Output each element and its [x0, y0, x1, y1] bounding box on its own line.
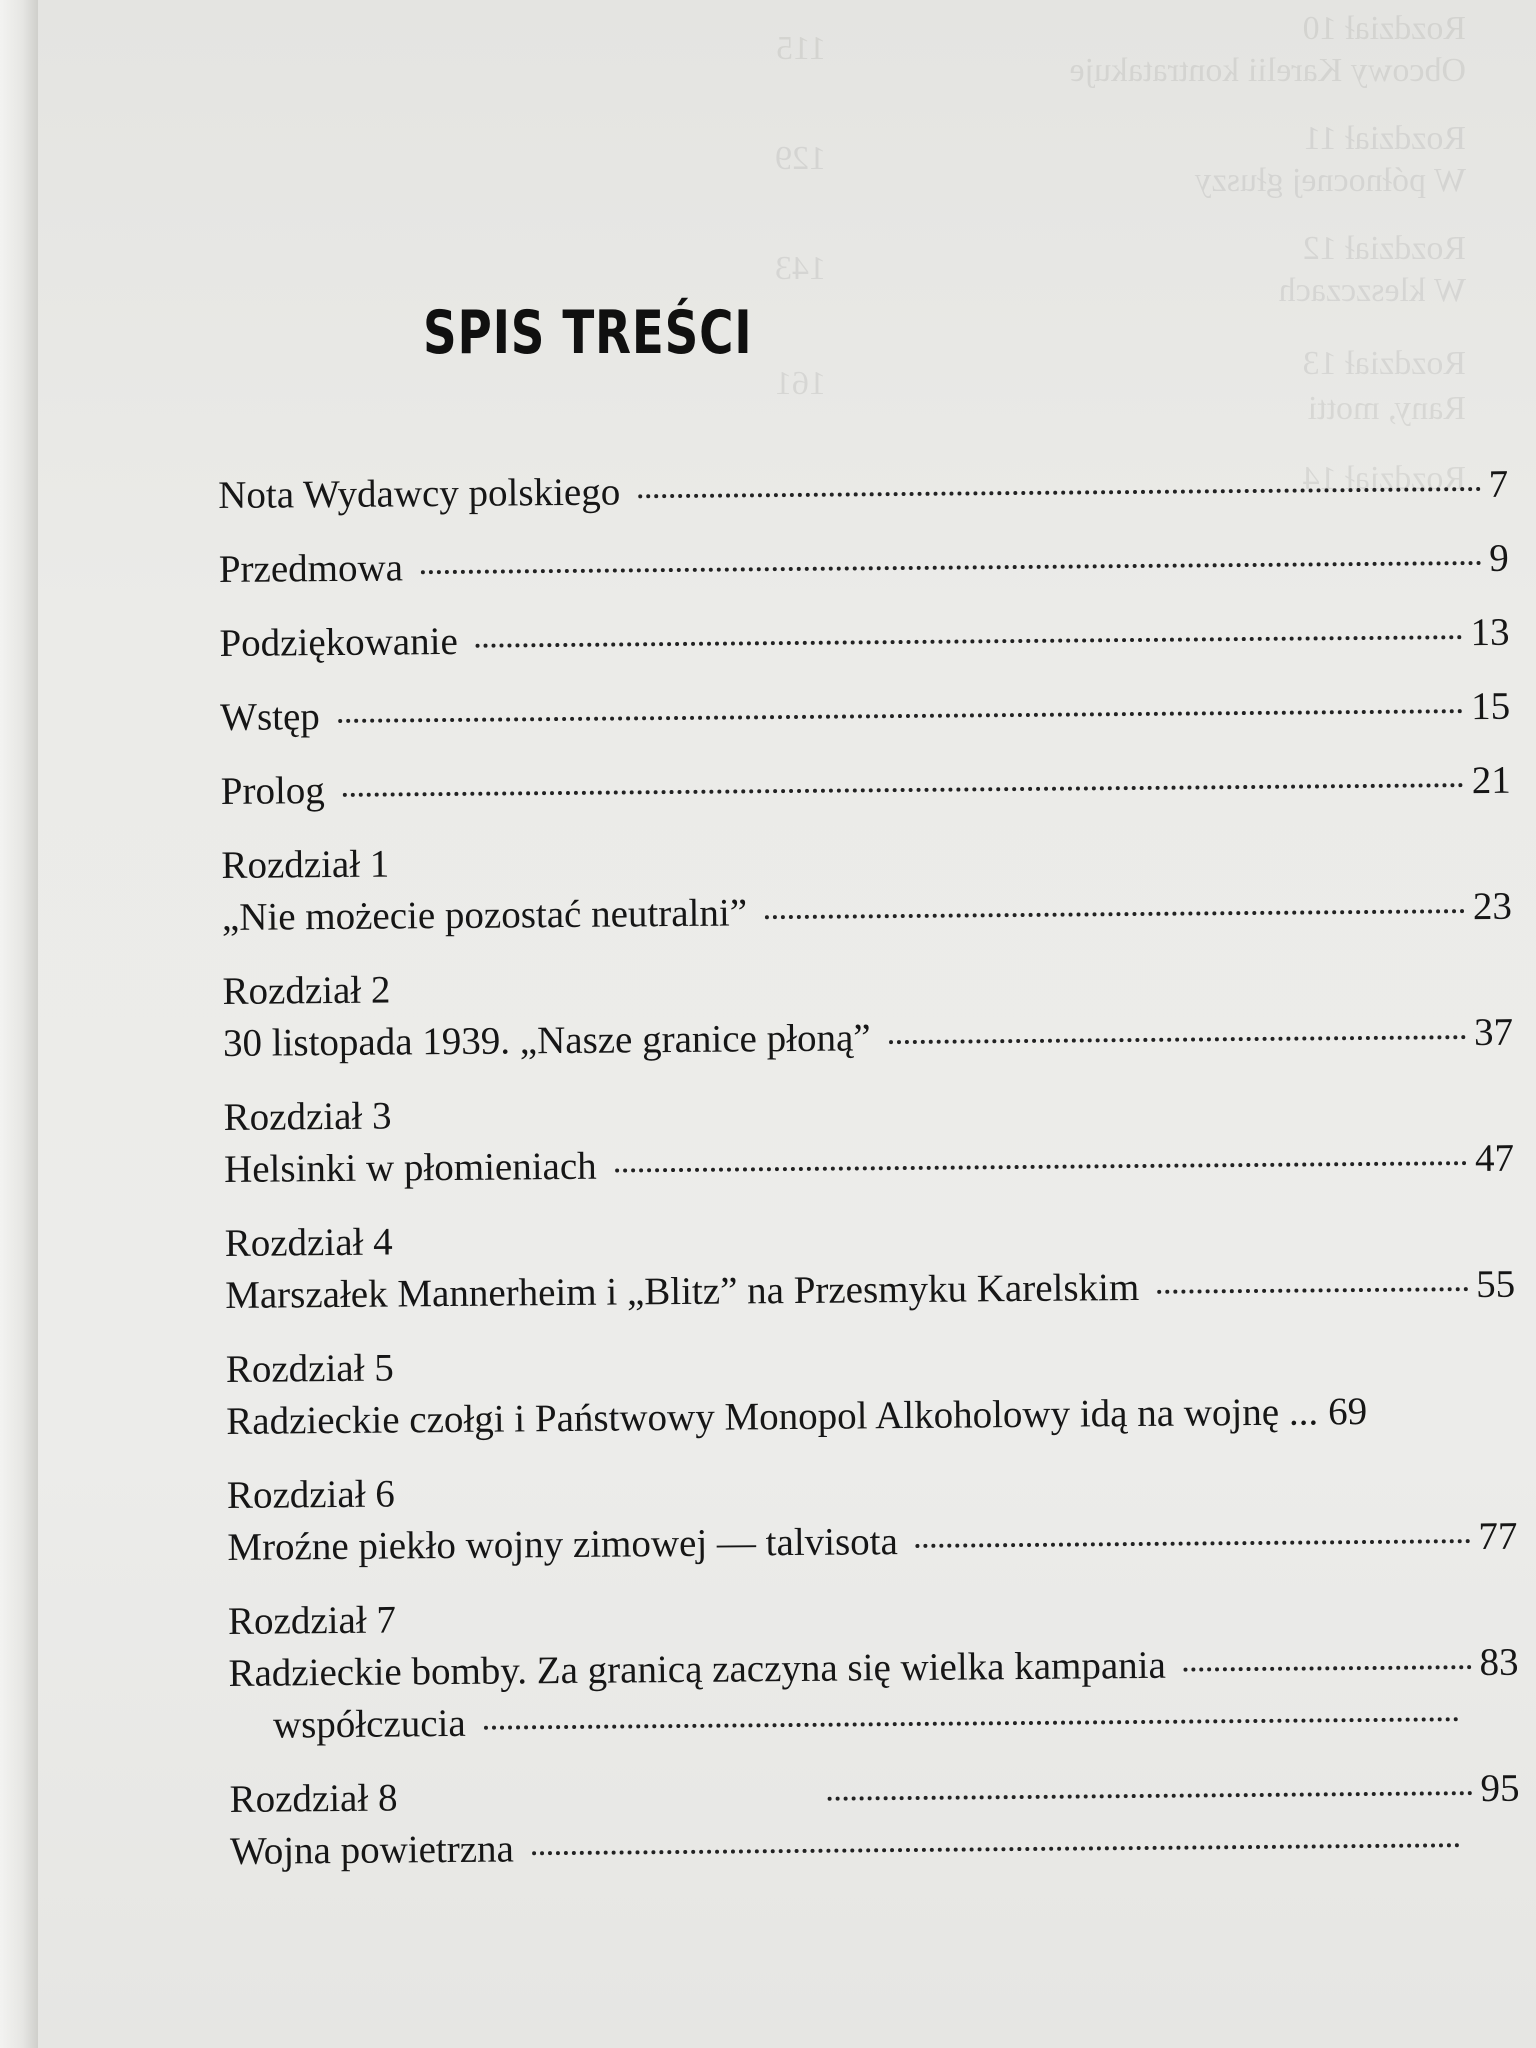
ghost-line: W kleszczach — [1278, 272, 1466, 309]
toc-page-number: 7 — [1488, 462, 1509, 506]
chapter-label: Rozdział 7 — [227, 1598, 397, 1643]
toc-entry-title: Wojna powietrzna — [229, 1827, 515, 1873]
ghost-line: Rozdział 13 — [1302, 345, 1466, 382]
toc-entry-title: Podziękowanie — [219, 619, 458, 665]
dot-leader — [827, 1791, 1472, 1801]
ghost-line: Rozdział 11 — [1303, 120, 1466, 157]
dot-leader — [1157, 1287, 1468, 1294]
toc-chapter-entry — [228, 1585, 1519, 1752]
chapter-label: Rozdział 2 — [222, 968, 391, 1013]
dot-leader — [1184, 1665, 1472, 1672]
dot-leader — [532, 1843, 1460, 1855]
toc-page-number: 55 — [1475, 1262, 1516, 1307]
table-of-contents — [218, 459, 1520, 1878]
book-page — [38, 0, 1536, 2048]
page-title: SPIS TREŚCI — [423, 298, 753, 368]
toc-entry-title: Helsinki w płomieniach — [223, 1144, 597, 1191]
toc-page-number: 77 — [1478, 1514, 1518, 1559]
toc-entry — [219, 533, 1509, 596]
toc-chapter-entry — [222, 955, 1513, 1070]
chapter-label: Rozdział 3 — [223, 1094, 392, 1139]
toc-entry-title: Nota Wydawcy polskiego — [218, 470, 621, 517]
ghost-line: 129 — [775, 140, 826, 177]
toc-entry-title: Radzieckie czołgi i Państwowy Monopol Alkoholowy idą na wojnę ... — [226, 1390, 1319, 1443]
dot-leader — [338, 709, 1463, 723]
ghost-line: 161 — [775, 365, 826, 402]
dot-leader — [889, 1035, 1466, 1044]
ghost-line: Rozdział 10 — [1302, 10, 1466, 47]
toc-chapter-entry — [223, 1081, 1514, 1196]
toc-entry-title: Prolog — [220, 769, 326, 813]
toc-chapter-entry — [225, 1207, 1516, 1322]
toc-chapter-entry — [221, 829, 1512, 944]
toc-page-number: 13 — [1470, 610, 1510, 655]
toc-entry — [221, 755, 1511, 818]
ghost-line: Rozdział 14 — [1302, 460, 1466, 497]
toc-entry-title: Marszałek Mannerheim i „Blitz” na Przesmyku Karelskim — [225, 1265, 1140, 1317]
chapter-label: Rozdział 5 — [225, 1346, 394, 1391]
dot-leader — [765, 909, 1465, 919]
toc-page-number: 23 — [1472, 884, 1513, 929]
toc-entry-title: „Nie możecie pozostać neutralni” — [221, 891, 748, 939]
dot-leader — [421, 561, 1481, 574]
toc-page-number: 69 — [1327, 1390, 1368, 1434]
dot-leader — [615, 1161, 1467, 1172]
toc-page-number: 95 — [1480, 1766, 1520, 1811]
dot-leader — [476, 635, 1463, 648]
toc-entry-title: Przedmowa — [218, 546, 404, 591]
toc-entry-title: Radzieckie bomby. Za granicą zaczyna się wielka kampania — [228, 1643, 1167, 1695]
toc-page-number: 47 — [1474, 1136, 1515, 1181]
ghost-line: Obcowy Karelii kontratakuje — [1069, 52, 1466, 89]
toc-chapter-entry — [227, 1459, 1518, 1574]
ghost-line: 115 — [776, 30, 826, 67]
toc-page-number: 21 — [1471, 758, 1511, 803]
toc-page-number: 83 — [1479, 1640, 1519, 1685]
toc-chapter-entry — [226, 1333, 1517, 1448]
dot-leader — [484, 1717, 1459, 1730]
toc-page-number: 37 — [1473, 1010, 1514, 1055]
chapter-label: Rozdział 8 — [229, 1776, 398, 1821]
page-gutter — [0, 0, 38, 2048]
toc-entry — [220, 681, 1510, 744]
toc-entry-title: Mroźne piekło wojny zimowej — talvisota — [227, 1520, 899, 1569]
dot-leader — [916, 1539, 1471, 1548]
chapter-label: Rozdział 1 — [221, 842, 390, 887]
dot-leader — [343, 783, 1464, 797]
ghost-line: Rozdział 12 — [1302, 230, 1466, 267]
chapter-label: Rozdział 6 — [226, 1472, 396, 1517]
chapter-label: Rozdział 4 — [224, 1220, 393, 1265]
toc-page-number: 15 — [1470, 684, 1511, 729]
toc-page-number: 9 — [1489, 536, 1510, 580]
toc-entry — [219, 607, 1509, 670]
toc-entry-title: 30 listopada 1939. „Nasze granice płoną” — [222, 1016, 871, 1065]
toc-chapter-entry — [229, 1763, 1520, 1878]
toc-entry-title: Wstęp — [219, 695, 320, 739]
ghost-line: W północnej głuszy — [1194, 162, 1466, 199]
toc-entry-title-continued: współczucia — [272, 1701, 466, 1747]
ghost-line: Rany, motti — [1307, 390, 1466, 427]
toc-entry — [218, 459, 1508, 522]
ghost-line: 143 — [775, 250, 826, 287]
dot-leader — [638, 487, 1480, 498]
